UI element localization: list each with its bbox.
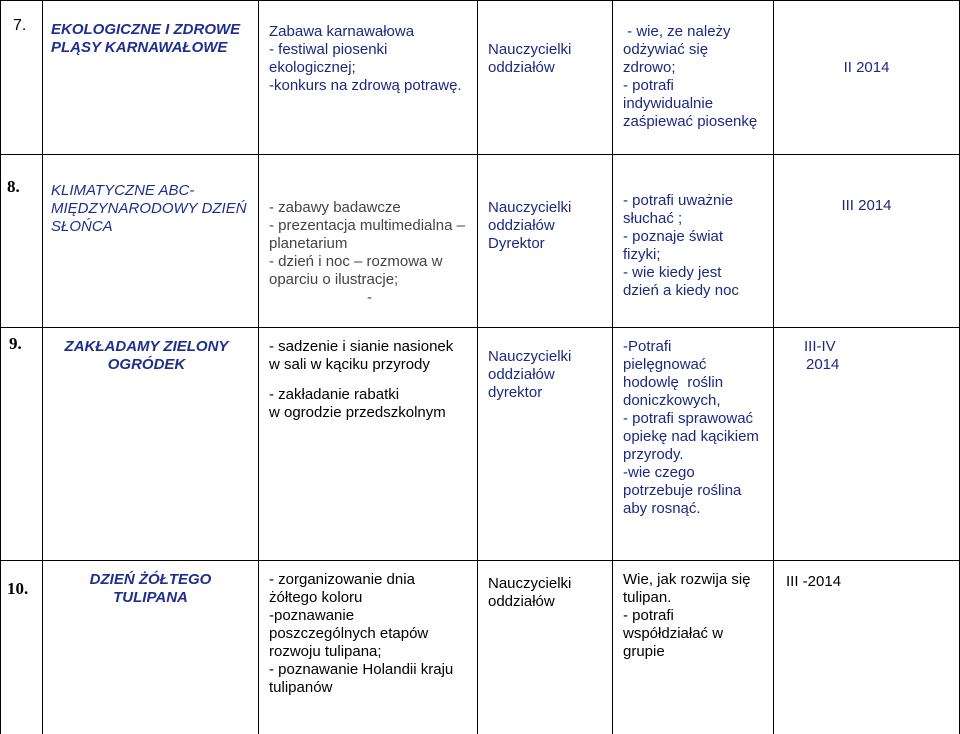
responsible-cell: Nauczycielki oddziałów Dyrektor bbox=[488, 199, 572, 252]
date-cell: III -2014 bbox=[786, 573, 842, 590]
responsible-cell: Nauczycielki oddziałów dyrektor bbox=[488, 348, 572, 401]
topic-title: ZAKŁADAMY ZIELONY OGRÓDEK bbox=[64, 338, 229, 373]
table-row bbox=[1, 155, 960, 328]
topic-title: DZIEŃ ŻÓŁTEGO TULIPANA bbox=[89, 571, 212, 606]
date-cell: III 2014 bbox=[841, 197, 892, 214]
topic-title: EKOLOGICZNE I ZDROWE PLĄSY KARNAWAŁOWE bbox=[51, 21, 241, 56]
activities-cell: - sadzenie i sianie nasionek w sali w kąciku przyrody - zakładanie rabatki w ogrodzie przedszkolnym bbox=[269, 338, 454, 421]
row-number: 8. bbox=[7, 177, 20, 196]
row-number: 7. bbox=[13, 17, 27, 34]
activities-cell: Zabawa karnawałowa - festiwal piosenki ekologicznej; -konkurs na zdrową potrawę. bbox=[269, 23, 462, 94]
responsible-cell: Nauczycielki oddziałów bbox=[488, 575, 572, 610]
activities-cell: - zabawy badawcze - prezentacja multimedialna – planetarium - dzień i noc – rozmowa w oparciu o ilustracje; - bbox=[269, 199, 465, 306]
effects-cell: -Potrafi pielęgnować hodowlę roślin doniczkowych, - potrafi sprawować opiekę nad kącikiem przyrody. -wie czego potrzebuje roślina aby rosnąć. bbox=[623, 338, 759, 517]
date-cell: III-IV 2014 bbox=[804, 338, 840, 373]
effects-cell: - wie, ze należy odżywiać się zdrowo; - potrafi indywidualnie zaśpiewać piosenkę bbox=[623, 23, 758, 130]
effects-cell: - potrafi uważnie słuchać ; - poznaje świat fizyki; - wie kiedy jest dzień a kiedy noc bbox=[623, 192, 739, 299]
topic-title: KLIMATYCZNE ABC- MIĘDZYNARODOWY DZIEŃ SŁOŃCA bbox=[51, 182, 247, 235]
responsible-cell: Nauczycielki oddziałów bbox=[488, 41, 572, 76]
table-row bbox=[1, 328, 960, 561]
row-number: 10. bbox=[7, 579, 29, 598]
table-row bbox=[1, 1, 960, 155]
row-number: 9. bbox=[9, 334, 22, 353]
table-row bbox=[1, 561, 960, 734]
effects-cell: Wie, jak rozwija się tulipan. - potrafi współdziałać w grupie bbox=[623, 571, 751, 660]
activities-cell: - zorganizowanie dnia żółtego koloru -poznawanie poszczególnych etapów rozwoju tulipana; - poznawanie Holandii kraju tulipanów bbox=[269, 571, 454, 696]
date-cell: II 2014 bbox=[843, 59, 890, 76]
